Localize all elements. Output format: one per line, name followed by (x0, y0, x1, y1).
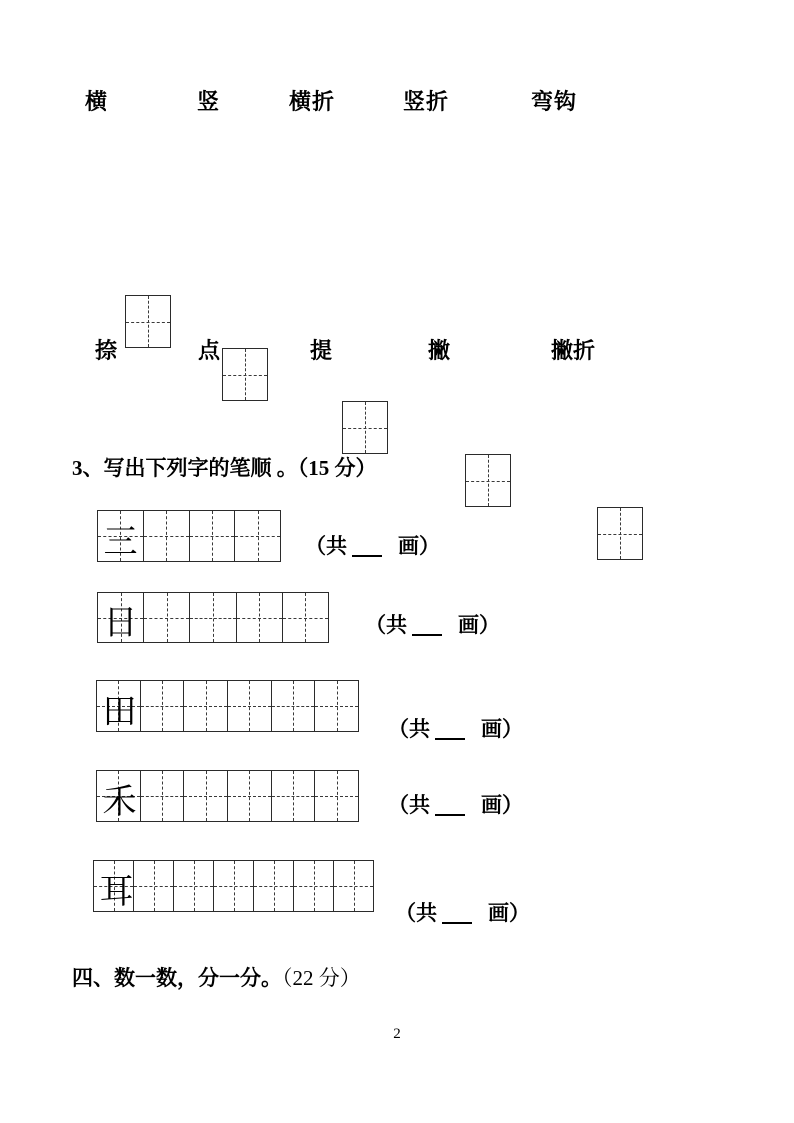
grid-character: 田 (102, 694, 137, 731)
grid-cell (235, 511, 280, 561)
note-close: 画） (481, 717, 523, 741)
fill-in-blank (412, 620, 442, 636)
fill-in-blank (442, 908, 472, 924)
grid-cell (237, 593, 283, 642)
practice-box (597, 507, 643, 560)
note-close: 画） (481, 793, 523, 817)
grid-cell (184, 771, 228, 821)
stroke-name-shu: 竖 (197, 89, 221, 114)
stroke-grid-row (96, 770, 359, 822)
grid-cell (254, 861, 294, 911)
stroke-count-note (365, 609, 500, 639)
stroke-grid-row (96, 680, 359, 732)
section3-heading: 3、写出下列字的笔顺 。（15 分） (72, 456, 377, 480)
grid-character: 三 (103, 524, 138, 561)
note-close: 画） (458, 613, 500, 637)
grid-cell (228, 681, 272, 731)
grid-cell (334, 861, 373, 911)
stroke-count-note (305, 530, 440, 560)
stroke-name-shuzhe: 竖折 (403, 89, 450, 114)
stroke-name-hengzhe: 横折 (289, 89, 336, 114)
grid-cell (228, 771, 272, 821)
note-close: 画） (488, 901, 530, 925)
practice-box (222, 348, 268, 401)
stroke-count-note (388, 713, 523, 743)
stroke-count-note (395, 897, 530, 927)
stroke-label-dian: 点 (198, 338, 221, 363)
stroke-label-ti: 提 (310, 338, 333, 363)
stroke-grid-row (93, 860, 374, 912)
practice-box (465, 454, 511, 507)
note-open: （共 (305, 534, 347, 558)
section4-heading-text: 四、数一数，分一分。 (72, 966, 282, 990)
note-open: （共 (388, 717, 430, 741)
grid-character: 日 (103, 605, 138, 642)
practice-box (342, 401, 388, 454)
grid-cell (283, 593, 328, 642)
grid-character: 耳 (99, 874, 134, 911)
grid-cell (294, 861, 334, 911)
section4-score: （22 分） (282, 966, 361, 990)
grid-cell (190, 593, 236, 642)
fill-in-blank (435, 800, 465, 816)
stroke-label-piezhe: 撇折 (551, 338, 596, 363)
practice-box (125, 295, 171, 348)
grid-cell (144, 593, 190, 642)
stroke-name-wangou: 弯钩 (531, 89, 578, 114)
page-number: 2 (393, 1026, 401, 1042)
grid-cell (174, 861, 214, 911)
grid-cell (141, 681, 185, 731)
section4-heading (72, 962, 361, 992)
stroke-name-heng: 横 (85, 89, 109, 114)
grid-cell (190, 511, 236, 561)
stroke-grid-row (97, 510, 281, 562)
stroke-label-na: 捺 (95, 338, 118, 363)
grid-cell (141, 771, 185, 821)
grid-cell (272, 681, 316, 731)
stroke-grid-row (97, 592, 329, 643)
grid-cell (144, 511, 190, 561)
fill-in-blank (352, 541, 382, 557)
stroke-label-pie: 撇 (428, 338, 451, 363)
note-open: （共 (388, 793, 430, 817)
note-open: （共 (365, 613, 407, 637)
grid-cell (214, 861, 254, 911)
grid-cell (272, 771, 316, 821)
grid-cell (315, 771, 358, 821)
grid-character: 禾 (102, 784, 137, 821)
stroke-count-note (388, 789, 523, 819)
fill-in-blank (435, 724, 465, 740)
grid-cell (315, 681, 358, 731)
grid-cell (184, 681, 228, 731)
note-open: （共 (395, 901, 437, 925)
note-close: 画） (398, 534, 440, 558)
grid-cell (134, 861, 174, 911)
